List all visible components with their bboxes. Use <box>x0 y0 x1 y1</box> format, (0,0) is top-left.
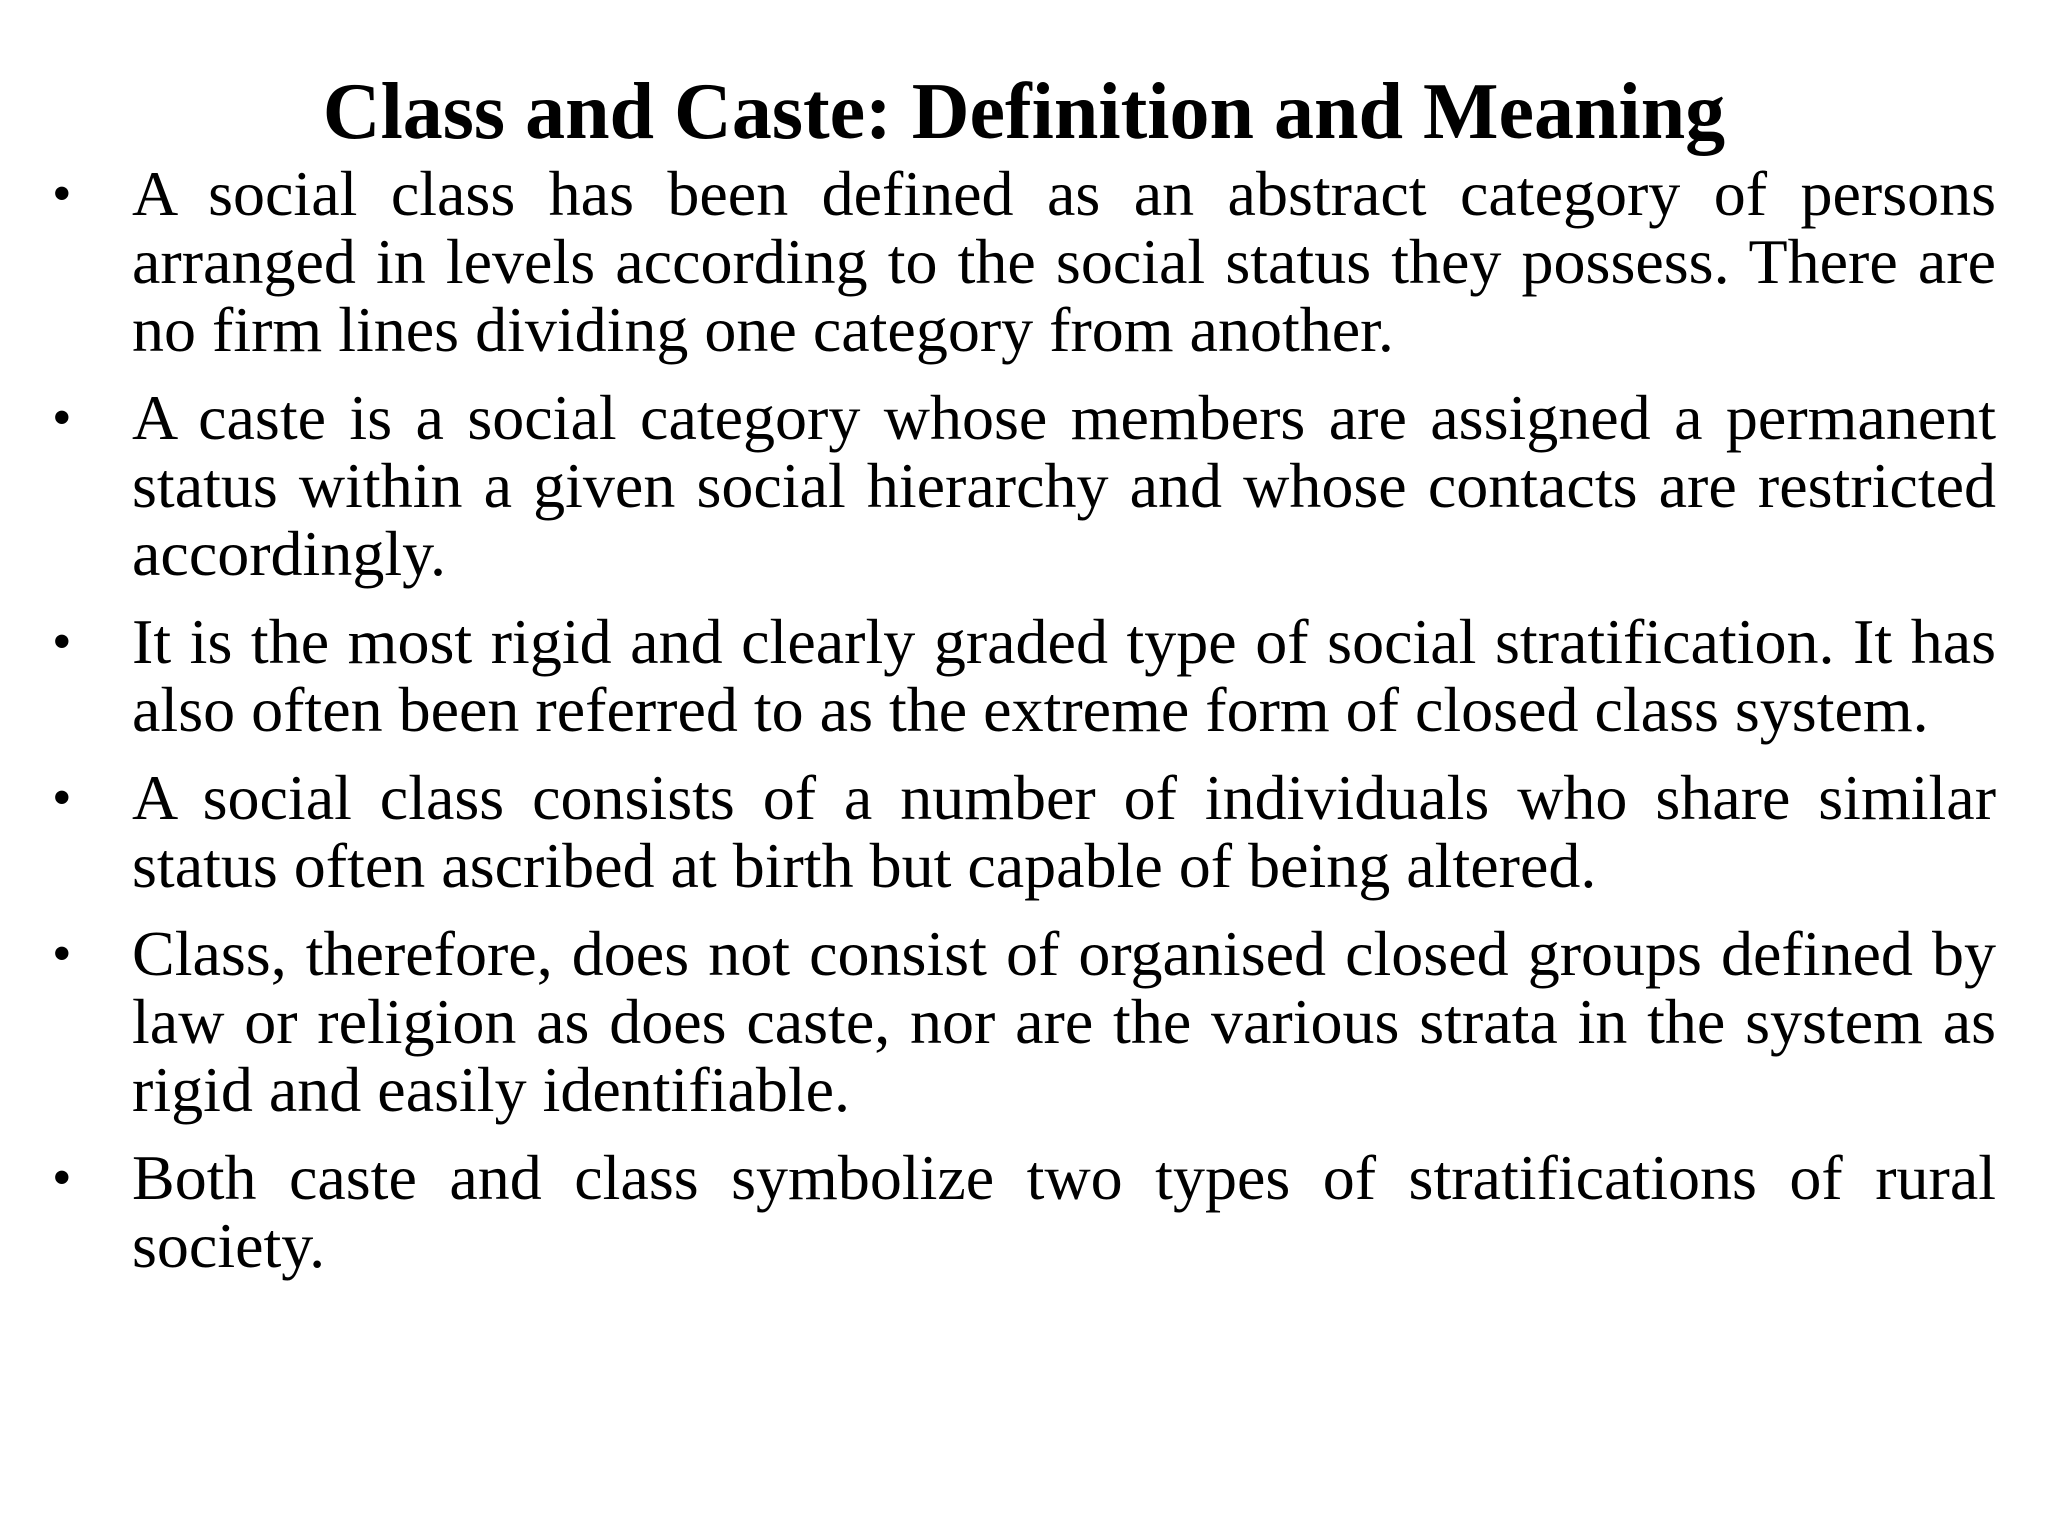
bullet-item <box>52 608 1996 744</box>
bullet-text: A social class consists of a number of individuals who share similar status often ascribed at birth but capable of being altered. <box>132 762 1996 901</box>
bullet-text: A social class has been defined as an abstract category of persons arranged in levels according to the social status they possess. There are no firm lines dividing one category from another. <box>132 158 1996 365</box>
bullet-item <box>52 160 1996 364</box>
bullet-text: Class, therefore, does not consist of organised closed groups defined by law or religion as does caste, nor are the various strata in the system as rigid and easily identifiable. <box>132 918 1996 1125</box>
slide-title: Class and Caste: Definition and Meaning <box>322 68 1726 156</box>
bullet-point-icon: • <box>52 923 72 985</box>
bullet-point-icon: • <box>52 611 72 673</box>
bullet-item <box>52 764 1996 900</box>
bullet-item <box>52 384 1996 588</box>
bullet-point-icon: • <box>52 1147 72 1209</box>
bullet-item <box>52 920 1996 1124</box>
bullet-text: Both caste and class symbolize two types of stratifications of rural society. <box>132 1142 1996 1281</box>
bullet-text: It is the most rigid and clearly graded type of social stratification. It has also often been referred to as the extreme form of closed class system. <box>132 606 1996 745</box>
bullet-list <box>52 160 1996 1300</box>
bullet-point-icon: • <box>52 163 72 225</box>
bullet-item <box>52 1144 1996 1280</box>
bullet-point-icon: • <box>52 387 72 449</box>
bullet-text: A caste is a social category whose members are assigned a permanent status within a given social hierarchy and whose contacts are restricted accordingly. <box>132 382 1996 589</box>
bullet-point-icon: • <box>52 767 72 829</box>
